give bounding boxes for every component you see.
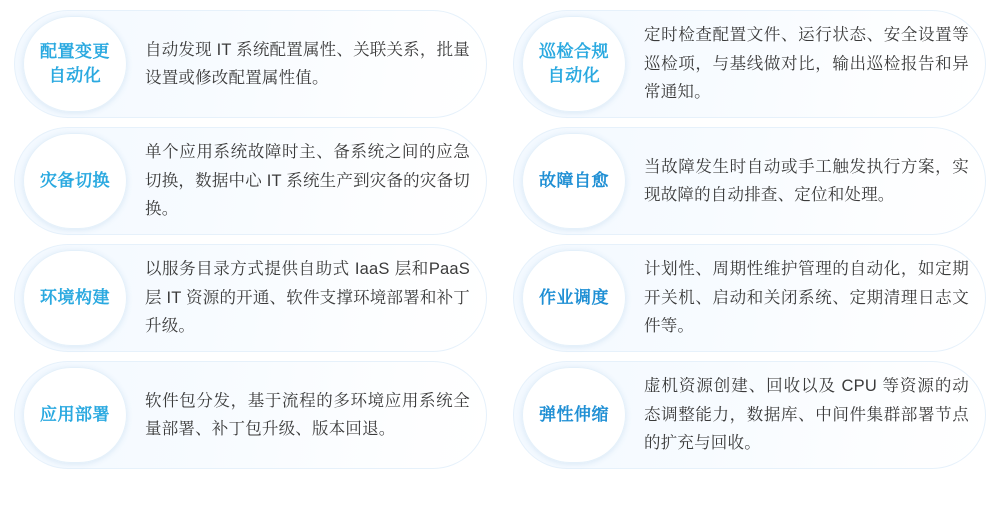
capability-title (531, 169, 617, 193)
capability-card[interactable] (14, 361, 487, 469)
capability-card[interactable] (513, 10, 986, 118)
capability-title-line: 故障自愈 (539, 170, 609, 190)
capability-description: 定时检查配置文件、运行状态、安全设置等巡检项，与基线做对比，输出巡检报告和异常通知。 (644, 26, 969, 102)
capability-badge (23, 367, 127, 463)
capability-badge (23, 16, 127, 112)
capability-title (531, 403, 617, 427)
left-column (14, 10, 487, 469)
capability-title-line: 灾备切换 (40, 170, 110, 190)
capability-badge (23, 250, 127, 346)
capability-card[interactable] (513, 244, 986, 352)
capability-badge (23, 133, 127, 229)
capability-title-line: 环境构建 (40, 287, 110, 307)
capability-title-line: 应用部署 (40, 404, 110, 424)
capability-title (32, 286, 118, 310)
capability-title (531, 286, 617, 310)
capability-card[interactable] (14, 127, 487, 235)
capability-card[interactable] (14, 244, 487, 352)
capability-card[interactable] (513, 361, 986, 469)
capability-description: 虚机资源创建、回收以及 CPU 等资源的动态调整能力，数据库、中间件集群部署节点的扩充与回收。 (644, 377, 969, 453)
capability-description: 计划性、周期性维护管理的自动化，如定期开关机、启动和关闭系统、定期清理日志文件等。 (644, 260, 969, 336)
capability-badge (522, 367, 626, 463)
capability-description: 软件包分发，基于流程的多环境应用系统全量部署、补丁包升级、版本回退。 (145, 391, 470, 438)
capability-title-line: 作业调度 (539, 287, 609, 307)
capability-description: 自动发现 IT 系统配置属性、关联关系，批量设置或修改配置属性值。 (145, 40, 470, 87)
capability-title-line: 自动化 (48, 66, 102, 85)
capability-title-line: 配置变更 (40, 41, 110, 61)
capability-title-line: 自动化 (547, 66, 601, 85)
right-column (513, 10, 986, 469)
capability-badge (522, 16, 626, 112)
capability-title-line: 巡检合规 (539, 41, 609, 61)
capability-title-line: 弹性伸缩 (539, 404, 609, 424)
capability-card[interactable] (14, 10, 487, 118)
capability-title (32, 40, 118, 88)
capability-card[interactable] (513, 127, 986, 235)
capability-badge (522, 133, 626, 229)
capability-description: 单个应用系统故障时主、备系统之间的应急切换，数据中心 IT 系统生产到灾备的灾备切换。 (145, 143, 470, 219)
capability-title (32, 403, 118, 427)
capability-title (32, 169, 118, 193)
capability-description: 以服务目录方式提供自助式 IaaS 层和PaaS 层 IT 资源的开通、软件支撑环境部署和补丁升级。 (145, 260, 470, 336)
capability-description: 当故障发生时自动或手工触发执行方案，实现故障的自动排查、定位和处理。 (644, 157, 969, 204)
capability-badge (522, 250, 626, 346)
capability-title (531, 40, 617, 88)
